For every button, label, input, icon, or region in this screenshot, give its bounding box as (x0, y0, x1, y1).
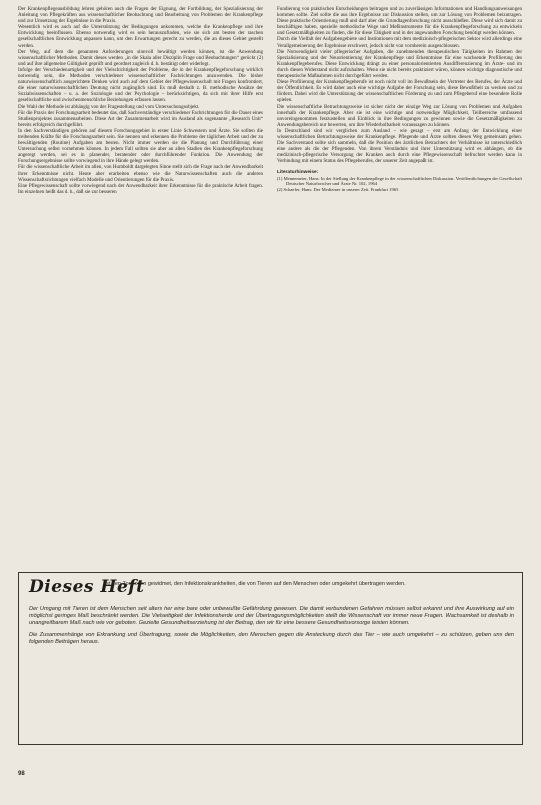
issue-box-title: Dieses Heft (29, 577, 145, 597)
references-title: Literaturhinweise: (277, 170, 319, 176)
paragraph: Der Umgang mit Tieren ist dem Menschen seit alters her eine bare oder unbewußte Gefährdung gewesen. Die damit verbundenen Gefahren müssen selbst erkannt und ihre Auswirkung auf ein möglichst geringes Maß beschränkt werden. Die Vielseitigkeit der Infektionsherde und der Übertragungsmöglichkeiten stellt die Wissenschaft vor immer neue Fragen. Wachsamkeit ist deshalb in unangreifbarem Maß nach wie vor geboten. Gezielte Gesundheitserziehung ist der Beitrag, den wir für eine bessere Gesundheitsvorsorge leisten können. (29, 606, 514, 626)
paragraph: Die Notwendigkeit vieler pflegerischer Aufgaben, die zunehmenden therapeutischen Tätigkeiten im Rahmen der Spezialisierung und der Neuorientierung der Krankenpflege und Erkenntnisse für eine wachsende Profilierung des Krankenpflegeberufes. Diese Entwicklung drängt zu einer personalorientierten Ausdifferenzierung im Ärzte- und im durch diesen Widerstand nicht aufzuhalten. Wenn sie nicht bereits praktiziert wären, können wichtige diagnostische und therapeutische Maßnahmen nicht durchgeführt werden. (277, 48, 522, 80)
issue-box (18, 572, 523, 745)
references (277, 170, 522, 192)
paragraph: Durch die Vielfalt der Aufgabengebiete und Institutionen mit dem medizinisch-pflegerischen Sektor wird allerdings eine Verallgemeinerung der Ergebnisse erschwert, jedoch nicht von vornherein ausgeschlossen. (277, 36, 522, 49)
paragraph: Die Zusammenhänge von Erkrankung und Übertragung, sowie die Möglichkeiten, den Menschen gegen die Ansteckung durch das Tier – wie auch umgekehrt – zu schützen, geben uns den folgenden Beiträgen heraus. (29, 632, 514, 645)
paragraph: In den Sachverständigen gehören auf diesem Forschungsgebiet in erster Linie Schwestern und Ärzte. Sie sollten die treibenden Kräfte für die Forschungsarbeit sein. Sie nennen und erkennen die Probleme der täglichen Arbeit und der zu bewältigenden (Routine) Aufgaben am besten. Nicht immer werden sie die Planung und Durchführung einer Untersuchung selbst vornehmen können. In jedem Fall sollten sie aber an allen Stadien des Krankenpflegeforschung angeregt werden, sei es in planender, beratender oder durchführender Funktion. Die Anwendung der Forschungsergebnisse sollte vorwiegend in ihre Hände gelegt werden. (18, 127, 263, 165)
issue-box-lead: ist den Zoonosen gewidmet, den Infektionskrankheiten, die von Tieren auf den Menschen oder umgekehrt übertragen werden. (105, 581, 406, 587)
page-number: 98 (18, 771, 25, 777)
paragraph: Der Weg, auf dem die genannten Anforderungen sinnvoll bewältigt werden können, ist die Anwendung wissenschaftlicher Methoden. Damit dieses werden „in die Skala aller Disziplin Frage und Beobachtungen“ gerückt (2) und auf ihre allgemeine Gültigkeit geprüft und geordnet zugleich d. h. bestätigt oder widerlegt. (18, 48, 263, 67)
right-text-column (277, 6, 522, 192)
paragraph: Eine Pflegewissenschaft sollte vorwiegend nach der Anwendbarkeit ihrer Erkenntnisse für die praktische Arbeit fragen. Im einzelnen heißt das d. h., daß sie zur besseren (18, 182, 263, 195)
paragraph: Die wissenschaftliche Betrachtungsweise ist sicher nicht der einzige Weg zur Lösung von Problemen und Aufgaben innerhalb der Krankenpflege. Aber sie ist eine wichtige und notwendige Möglichkeit, Teilbereiche umfassend unvoreingenommen festzustellen und Einblick in ihre Bedingungen zu gewinnen sowie die Gesetzmäßigkeiten zu Anwendungsbereich nur bewerten, um ihre Wiederholbarkeit voraussagen zu können. (277, 103, 522, 128)
paragraph: Für die Praxis der Forschungsarbeit bedeutet das, daß Sachverständige verschiedener Fachrichtungen für die Dauer eines Studienprojektes zusammenarbeiten. Diese Art der Zusammenarbeit wird im Ausland als sogenannte „Research Unit“ bereits erfolgreich durchgeführt. (18, 109, 263, 128)
paragraph: Infolge der Verschiedenartigkeit und der Vielschichtigkeit der Probleme, die in der Krankenpflegeforschung wirklich notwendig sein, die Methoden verschiedener wissenschaftlicher Fachrichtungen anzuwenden. Die bisher naturwissenschaftlich ausgerichtete Denken wird auch auf dem Gebiet der Pflegewissenschaft mit Fragen konfrontiert, die einer naturwissenschaftlichen Deutung nicht zugänglich sind. Es muß deshalb z. B. methodische Ansätze der Sozialwissenschaften – u. a. der Soziologie und der Psychologie – berücksichtigen, da sich mit ihrer Hilfe erst gesellschaftliche und zwischenmenschliche Beziehungen erfassen lassen. (18, 66, 263, 104)
reference-item: (1) Mennemeier, Hans: In der Stellung der Krankenpflege in der wissenschaftlichen Diskussion. Veröffentlichungen der Gesellschaft Deutscher Naturforscher und Ärzte Nr. 102, 1964 (277, 175, 522, 187)
paragraph: In Deutschland sind wir verglichen zum Ausland – wie gesagt – erst am Anfang der Entwicklung einer wissenschaftlichen Betrachtungsweise der Krankenpflege. Pflegende und Ärzte sollten diesen Weg gemeinsam gehen. Die Sachverstand sollte sich sammeln, daß die Position des ärztlichen Betrachters der Verhältnisse ist unterschiedlich eine andere als die der Pflegenden. Von ihrem Verständnis und ihrer Unterstützung wird es abhängen, ob die medizinisch-pflegerische Versorgung der Kranken auch durch eine Pflegewissenschaft befruchtet werden kann in Verbindung mit einem Status des Pflegeberufes, der unserer Zeit angepaßt ist. (277, 127, 522, 165)
paragraph: Diese Profilierung der Krankenpflegeberufe ist noch nicht voll im Bewußtsein der Vertreter des Berufes, der Ärzte und der Öffentlichkeit. Es wird daher auch eine wichtige Aufgabe der Forschung sein, diese Bewußtheit zu wecken und zu fördern. Dabei wird die Unterstützung der wissenschaftlichen Förderung zu und zum Pflegeberuf eine besondere Rolle spielen. (277, 79, 522, 104)
issue-box-body (29, 606, 514, 651)
paragraph: Wesentlich wird es auch auf die Unterstützung der Bedingungen ankommen, welche die Krankenpflege und ihre Entwicklung beeinflussen. Ebenso notwendig wird es sein herauszufinden, wie sie sich am besten der raschen gesellschaftlichen Entwicklung anpassen kann, um den Erwartungen gerecht zu werden, die an dieses Gebiet gestellt werden. (18, 24, 263, 49)
reference-item: (2) Schaefer, Hans: Der Mediziner in unserer Zeit. Frankfurt 1965 (277, 186, 399, 192)
left-text-column (18, 6, 263, 195)
paragraph: Fundierung von praktischen Entscheidungen beitragen und zu zuverlässigen Informationen und Handlungsanweisungen kommen sollte. Ziel sollte die aus ihre Ergebnisse zur Diskussion stellen, um zur Lösung von Problemen beizutragen. Diese praktische Orientierung muß und darf aber die Grundlagenforschung nicht ausschließen. Diese wird sich damit zu beschäftigen haben, spezielle methodische Wege und Meßinstrumente für die Krankenpflegeforschung zu entwickeln und Gesetzmäßigkeiten zu finden, die für diese Tätigkeit und in der angewandten Forschung benötigt werden können. (277, 6, 522, 37)
paragraph: Die Wahl der Methode ist abhängig von der Fragestellung und vom Untersuchungsobjekt. (18, 103, 200, 110)
paragraph: Der Krankenpflegeausbildung lehren gehören auch die Fragen der Eignung, der Fortbildung, der Spezialisierung der Anleitung von Pflegekräften aus wissenschaftlicher Beobachtung und Bearbeitung von Problemen der Krankenpflege und zur Umsetzung der Ergebnisse in die Praxis. (18, 6, 263, 25)
paragraph: Für die wissenschaftliche Arbeit im allen, von Humboldt dargelegten Sinne stellt sich die Frage nach der Anwendbarkeit ihrer Erkenntnisse nicht. Heute aber erarbeiten ebenso wie die Naturwissenschaften auch die anderen Wissenschaftsrichtungen vielfach Modelle und Orientierungen für die Praxis. (18, 164, 263, 183)
